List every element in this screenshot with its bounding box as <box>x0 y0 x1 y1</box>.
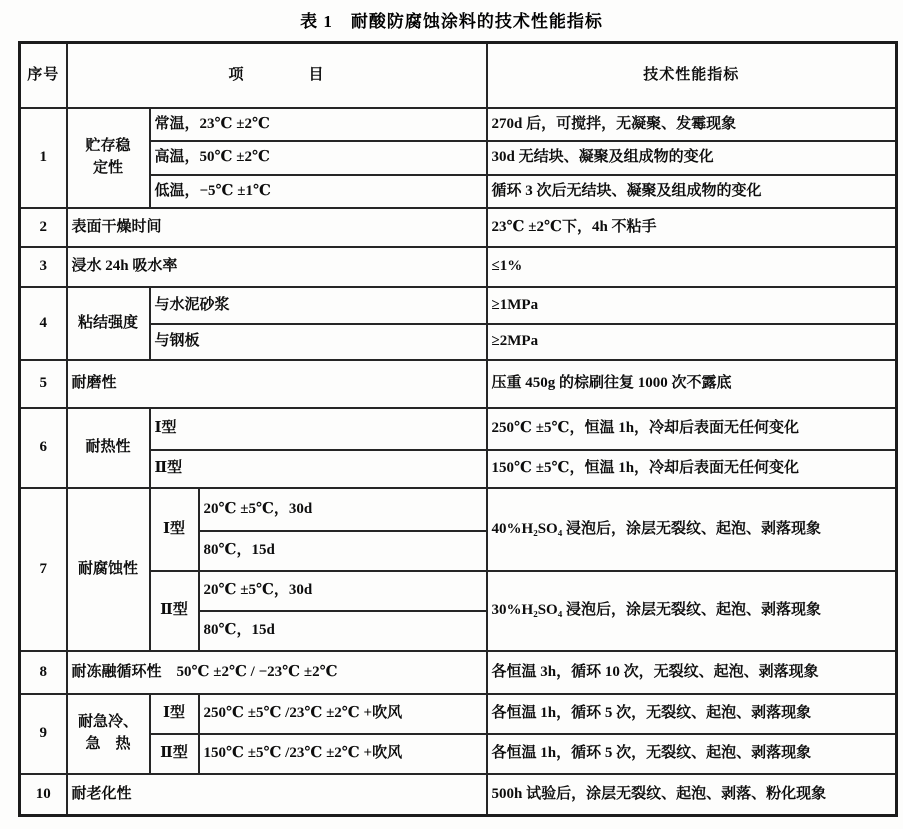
table-title: 表 1 耐酸防腐蚀涂料的技术性能指标 <box>300 12 603 31</box>
condition-cell: 80℃，15d <box>199 531 487 571</box>
condition-cell: 20℃ ±5℃，30d <box>199 571 487 611</box>
indicator-cell: ≤1% <box>487 247 897 287</box>
item-cell: 耐老化性 <box>67 774 487 816</box>
serial-cell: 7 <box>20 488 67 651</box>
serial-cell: 1 <box>20 108 67 208</box>
table-row <box>20 360 897 408</box>
table-row <box>20 175 897 208</box>
condition-cell: 150℃ ±5℃ /23℃ ±2℃ +吹风 <box>199 734 487 774</box>
indicator-cell: 各恒温 1h，循环 5 次，无裂纹、起泡、剥落现象 <box>487 734 897 774</box>
table-row <box>20 208 897 247</box>
serial-cell: 8 <box>20 651 67 694</box>
condition-cell: 与水泥砂浆 <box>150 287 487 324</box>
table-row <box>20 488 897 531</box>
header-item: 项 目 <box>67 43 487 108</box>
table-row <box>20 247 897 287</box>
indicator-cell: 压重 450g 的棕刷往复 1000 次不露底 <box>487 360 897 408</box>
type-cell: Ⅰ型 <box>150 408 487 450</box>
type-cell: Ⅱ型 <box>150 571 199 651</box>
condition-cell: 20℃ ±5℃，30d <box>199 488 487 531</box>
table-row <box>20 141 897 175</box>
item-label-line1: 耐急冷、 <box>77 713 138 730</box>
indicator-cell: 各恒温 1h，循环 5 次，无裂纹、起泡、剥落现象 <box>487 694 897 734</box>
serial-cell: 5 <box>20 360 67 408</box>
condition-cell: 常温，23℃ ±2℃ <box>150 108 487 141</box>
item-label-cell: 耐腐蚀性 <box>67 488 150 651</box>
condition-cell: 250℃ ±5℃ /23℃ ±2℃ +吹风 <box>199 694 487 734</box>
table-row <box>20 287 897 324</box>
spec-table <box>18 41 898 817</box>
item-label-line2: 急 热 <box>85 735 131 752</box>
indicator-cell: 23℃ ±2℃下，4h 不粘手 <box>487 208 897 247</box>
indicator-cell: ≥1MPa <box>487 287 897 324</box>
indicator-cell: 各恒温 3h，循环 10 次，无裂纹、起泡、剥落现象 <box>487 651 897 694</box>
serial-cell: 6 <box>20 408 67 488</box>
item-label-cell: 耐热性 <box>67 408 150 488</box>
indicator-cell: 30d 无结块、凝聚及组成物的变化 <box>487 141 897 175</box>
condition-cell: 低温，−5℃ ±1℃ <box>150 175 487 208</box>
table-row <box>20 571 897 611</box>
indicator-cell: 270d 后，可搅拌，无凝聚、发霉现象 <box>487 108 897 141</box>
item-cell: 表面干燥时间 <box>67 208 487 247</box>
header-row <box>20 43 897 108</box>
condition-cell: 与钢板 <box>150 324 487 360</box>
item-label-line2: 定性 <box>92 159 123 176</box>
type-cell: Ⅱ型 <box>150 450 487 488</box>
serial-cell: 3 <box>20 247 67 287</box>
type-cell: Ⅰ型 <box>150 694 199 734</box>
item-cell: 耐冻融循环性 50℃ ±2℃ / −23℃ ±2℃ <box>67 651 487 694</box>
item-label-cell <box>67 694 150 774</box>
item-label-cell <box>67 108 150 208</box>
item-cell: 浸水 24h 吸水率 <box>67 247 487 287</box>
indicator-cell: 40%H₂SO₄ 浸泡后，涂层无裂纹、起泡、剥落现象 <box>487 488 897 571</box>
table-row <box>20 324 897 360</box>
serial-cell: 9 <box>20 694 67 774</box>
item-cell: 耐磨性 <box>67 360 487 408</box>
header-serial: 序号 <box>20 43 67 108</box>
table-row <box>20 774 897 816</box>
table-row <box>20 408 897 450</box>
indicator-cell: 循环 3 次后无结块、凝聚及组成物的变化 <box>487 175 897 208</box>
indicator-cell: 500h 试验后，涂层无裂纹、起泡、剥落、粉化现象 <box>487 774 897 816</box>
serial-cell: 4 <box>20 287 67 360</box>
condition-cell: 80℃，15d <box>199 611 487 651</box>
indicator-cell: 150℃ ±5℃，恒温 1h，冷却后表面无任何变化 <box>487 450 897 488</box>
table-row <box>20 450 897 488</box>
condition-cell: 高温，50℃ ±2℃ <box>150 141 487 175</box>
item-label-cell: 粘结强度 <box>67 287 150 360</box>
indicator-cell: 30%H₂SO₄ 浸泡后，涂层无裂纹、起泡、剥落现象 <box>487 571 897 651</box>
type-cell: Ⅱ型 <box>150 734 199 774</box>
type-cell: Ⅰ型 <box>150 488 199 571</box>
indicator-cell: 250℃ ±5℃，恒温 1h，冷却后表面无任何变化 <box>487 408 897 450</box>
table-row <box>20 734 897 774</box>
table-row <box>20 694 897 734</box>
serial-cell: 2 <box>20 208 67 247</box>
item-label-line1: 贮存稳 <box>85 137 131 154</box>
serial-cell: 10 <box>20 774 67 816</box>
indicator-cell: ≥2MPa <box>487 324 897 360</box>
table-row <box>20 651 897 694</box>
table-row <box>20 108 897 141</box>
header-indicator: 技术性能指标 <box>487 43 897 108</box>
